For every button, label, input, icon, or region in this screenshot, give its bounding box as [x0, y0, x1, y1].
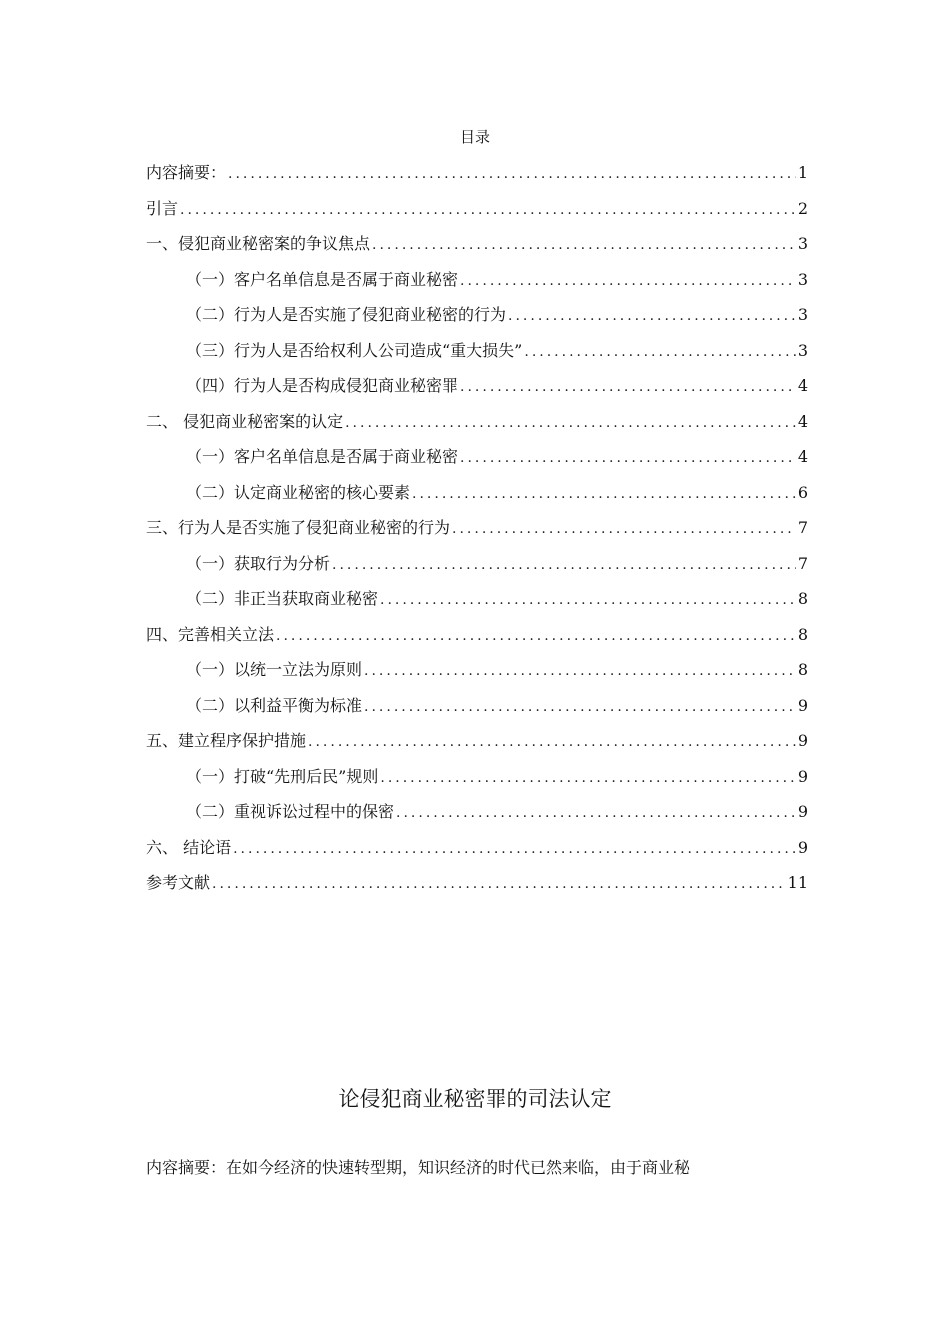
toc-entry-page-number: 3 [797, 305, 808, 324]
toc-leader-dots [396, 805, 796, 821]
toc-leader-dots [460, 450, 796, 466]
toc-entry[interactable] [146, 799, 808, 835]
toc-entry-page-number: 4 [797, 447, 808, 466]
toc-entry-page-number: 7 [797, 553, 808, 573]
toc-entry[interactable] [146, 480, 808, 516]
toc-entry-page-number: 1 [797, 163, 808, 182]
document-title: 论侵犯商业秘密罪的司法认定 [338, 1087, 612, 1111]
toc-entry-page-number: 9 [797, 766, 808, 786]
toc-entry-label: 参考文献 [146, 873, 211, 892]
toc-leader-dots [460, 379, 796, 395]
toc-entry-label: 五、建立程序保护措施 [146, 731, 307, 750]
toc-entry-label: （四）行为人是否构成侵犯商业秘密罪 [186, 376, 459, 395]
toc-leader-dots [308, 734, 796, 750]
toc-entry-page-number: 4 [797, 376, 808, 395]
toc-leader-dots [228, 166, 796, 182]
toc-entry[interactable] [146, 409, 808, 445]
toc-entry[interactable] [146, 373, 808, 409]
toc-entry[interactable] [146, 160, 808, 196]
toc-entry-page-number: 3 [797, 269, 808, 289]
toc-entry[interactable] [146, 657, 808, 693]
toc-entry-label: （二）以利益平衡为标准 [186, 695, 363, 715]
toc-entry[interactable] [146, 728, 808, 764]
toc-leader-dots [380, 592, 796, 608]
toc-leader-dots [452, 521, 796, 537]
toc-leader-dots [508, 308, 796, 324]
toc-leader-dots [380, 770, 795, 786]
toc-entry-label: （一）客户名单信息是否属于商业秘密 [186, 447, 459, 466]
abstract-paragraph: 内容摘要：在如今经济的快速转型期，知识经济的时代已然来临，由于商业秘 [146, 1158, 691, 1177]
toc-entry-label: （二）认定商业秘密的核心要素 [186, 482, 411, 502]
toc-leader-dots [372, 237, 796, 253]
toc-title: 目录 [459, 128, 490, 146]
toc-entry-label: 内容摘要： [146, 163, 227, 182]
toc-entry-label: （一）打破“先刑后民”规则 [186, 766, 379, 786]
toc-entry[interactable] [146, 622, 808, 658]
toc-entry-label: （二）重视诉讼过程中的保密 [186, 802, 395, 821]
toc-entry-page-number: 9 [797, 695, 808, 715]
toc-entry[interactable] [146, 870, 808, 906]
toc-entry-page-number: 8 [797, 589, 808, 608]
toc-leader-dots [180, 202, 796, 218]
toc-entry[interactable] [146, 444, 808, 480]
toc-entry[interactable] [146, 302, 808, 338]
toc-entry[interactable] [146, 515, 808, 551]
toc-entry[interactable] [146, 835, 808, 871]
toc-entry-label: 三、行为人是否实施了侵犯商业秘密的行为 [146, 518, 451, 537]
toc-entry[interactable] [146, 693, 808, 729]
toc-leader-dots [212, 876, 786, 892]
toc-entry-page-number: 9 [797, 802, 808, 821]
toc-entry-page-number: 8 [797, 660, 808, 679]
toc-entry-page-number: 8 [797, 624, 808, 644]
toc-entry[interactable] [146, 267, 808, 303]
toc-leader-dots [276, 628, 796, 644]
toc-leader-dots [524, 344, 795, 360]
toc-entry-label: 一、侵犯商业秘密案的争议焦点 [146, 234, 371, 253]
toc-entry-label: （二）行为人是否实施了侵犯商业秘密的行为 [186, 305, 507, 324]
toc-entry-page-number: 9 [797, 731, 808, 750]
toc-leader-dots [412, 486, 796, 502]
toc-leader-dots [233, 841, 796, 857]
toc-leader-dots [460, 273, 796, 289]
toc-entry[interactable] [146, 551, 808, 587]
toc-entry-label: （一）以统一立法为原则 [186, 660, 363, 679]
toc-entry-page-number: 3 [797, 340, 808, 360]
toc-leader-dots [364, 663, 796, 679]
toc-entry[interactable] [146, 764, 808, 800]
toc-entry-label: 二、 侵犯商业秘密案的认定 [146, 411, 344, 431]
toc-entry[interactable] [146, 586, 808, 622]
toc-leader-dots [345, 415, 796, 431]
toc-entry-page-number: 9 [797, 837, 808, 857]
toc-entry-page-number: 11 [787, 873, 808, 892]
toc-entry-label: （一）获取行为分析 [186, 553, 331, 573]
toc-entry-page-number: 6 [797, 482, 808, 502]
toc-entry-page-number: 7 [797, 518, 808, 537]
toc-entry-label: （三）行为人是否给权利人公司造成“重大损失” [186, 340, 523, 360]
toc-entry-label: 引言 [146, 198, 179, 218]
toc-leader-dots [332, 557, 796, 573]
toc-entry-label: （二）非正当获取商业秘密 [186, 589, 379, 608]
toc-entry[interactable] [146, 231, 808, 267]
toc-entry[interactable] [146, 196, 808, 232]
toc-entry-label: 四、完善相关立法 [146, 624, 275, 644]
toc-entry-page-number: 4 [797, 411, 808, 431]
toc-leader-dots [364, 699, 796, 715]
toc-entry[interactable] [146, 338, 808, 374]
toc-entry-page-number: 2 [797, 198, 808, 218]
toc-entry-label: 六、 结论语 [146, 837, 232, 857]
toc-entry-label: （一）客户名单信息是否属于商业秘密 [186, 269, 459, 289]
toc-entry-page-number: 3 [797, 234, 808, 253]
table-of-contents [146, 160, 808, 906]
